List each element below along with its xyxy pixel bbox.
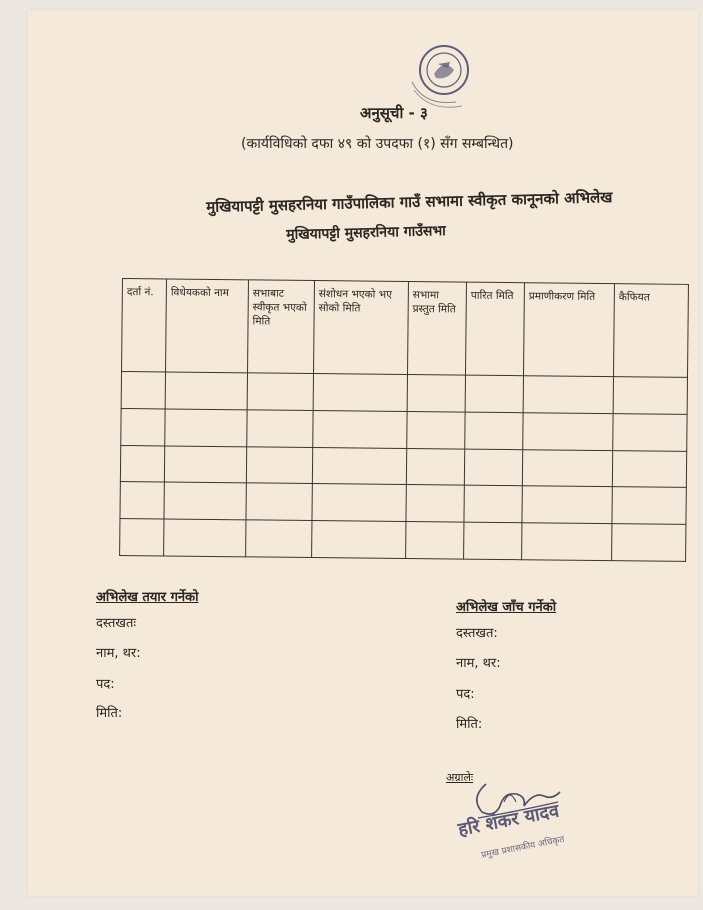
table-cell [247, 410, 313, 447]
prepared-name-label: नाम, थर: [96, 646, 141, 661]
table-cell [312, 484, 406, 522]
table-cell [407, 411, 465, 448]
table-cell [523, 413, 613, 451]
prepared-date-label: मिति: [96, 706, 123, 721]
column-header: सभाबाट स्वीकृत भएको मिति [248, 280, 315, 374]
prepared-by-heading: अभिलेख तयार गर्नेको [96, 590, 199, 605]
checked-date-label: मिति: [456, 717, 483, 732]
table-row [121, 372, 687, 415]
table-cell [407, 374, 465, 411]
table-cell [121, 372, 165, 409]
table-row [120, 519, 686, 562]
official-title-stamp: प्रमुख प्रशासकीय अधिकृत [480, 834, 566, 861]
table-cell [164, 446, 246, 484]
column-header: कैफियत [613, 284, 688, 378]
column-header: संशोधन भएको भए सोको मिति [314, 281, 409, 375]
prepared-signature-label: दस्तखतः [96, 616, 137, 631]
table-cell [313, 374, 407, 412]
checked-name-label: नाम, थर: [456, 656, 501, 671]
law-record-table [119, 278, 688, 562]
table-cell [612, 450, 686, 488]
table-cell [523, 376, 613, 414]
column-header: दर्ता नं. [122, 279, 167, 372]
table-cell [465, 412, 523, 449]
column-header: सभामा प्रस्तुत मिति [408, 282, 467, 376]
table-cell [120, 445, 164, 482]
table-cell [246, 520, 312, 558]
column-header: विधेयकको नाम [166, 279, 249, 373]
related-clause: (कार्यविधिको दफा ४९ को उपदफा (१) सँग सम्बन्धित) [241, 136, 514, 152]
table-cell [464, 449, 522, 486]
table-cell [313, 410, 407, 448]
table-cell [406, 522, 464, 559]
table-cell [406, 448, 464, 485]
official-name-stamp: हरि शंकर यादव [456, 800, 561, 841]
table-cell [120, 519, 164, 556]
attestation-label: अग्रालेः [446, 771, 474, 784]
table-cell [522, 486, 612, 524]
table-cell [522, 523, 612, 561]
checked-by-heading: अभिलेख जाँच गर्नेको [456, 600, 557, 615]
table-cell [464, 522, 522, 559]
table-cell [312, 521, 406, 559]
table-cell [165, 409, 247, 447]
schedule-number: अनुसूची - ३ [360, 104, 428, 122]
table-cell [613, 413, 687, 451]
table-cell [164, 482, 246, 520]
table-cell [247, 373, 313, 410]
table-cell [121, 408, 165, 445]
column-header: पारित मिति [466, 282, 525, 376]
checked-signature-label: दस्तखत: [456, 626, 498, 641]
table-row [120, 445, 686, 488]
table-cell [120, 482, 164, 519]
table-cell [312, 447, 406, 485]
table-cell [406, 485, 464, 522]
table-cell [612, 487, 686, 525]
table-row [121, 408, 687, 451]
table-cell [165, 372, 247, 410]
column-header: प्रमाणीकरण मिति [523, 283, 614, 377]
document-title: मुखियापट्टी मुसहरनिया गाउँपालिका गाउँ सभामा स्वीकृत कानूनको अभिलेख [206, 188, 613, 216]
table-header-row [122, 279, 689, 378]
document-subtitle: मुखियापट्टी मुसहरनिया गाउँसभा [286, 223, 447, 243]
table-cell [522, 449, 612, 487]
checked-post-label: पद: [456, 687, 475, 702]
table-cell [465, 375, 523, 412]
table-cell [164, 519, 246, 557]
document-page [28, 10, 698, 896]
table-cell [612, 524, 686, 562]
table-cell [464, 485, 522, 522]
table-cell [246, 446, 312, 483]
prepared-post-label: पद: [96, 677, 115, 692]
table-cell [246, 483, 312, 520]
table-row [120, 482, 686, 525]
table-cell [613, 377, 687, 415]
